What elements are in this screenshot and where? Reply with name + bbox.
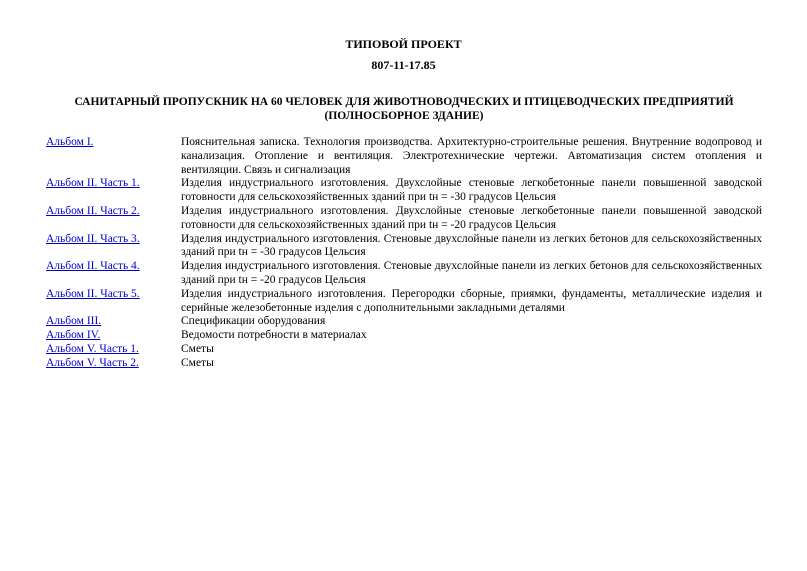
album-description: Изделия индустриального изготовления. Стеновые двухслойные панели из легких бетонов для сельскохозяйственных зданий при tн = -20 градусов Цельсия (181, 260, 762, 286)
album-row-8 (46, 329, 762, 343)
document-code: 807-11-17.85 (371, 58, 436, 72)
album-link[interactable]: Альбом II. Часть 4. (46, 260, 140, 273)
album-description: Сметы (181, 342, 214, 355)
album-description: Изделия индустриального изготовления. Стеновые двухслойные панели из легких бетонов для сельскохозяйственных зданий при tн = -30 градусов Цельсия (181, 232, 762, 259)
album-link[interactable]: Альбом IV. (46, 329, 101, 342)
album-link[interactable]: Альбом II. Часть 1. (46, 177, 140, 190)
album-description: Ведомости потребности в материалах (181, 329, 367, 342)
album-link[interactable]: Альбом V. Часть 1. (46, 342, 139, 355)
album-row-10 (46, 357, 762, 371)
album-row-2 (46, 177, 762, 205)
document-title: САНИТАРНЫЙ ПРОПУСКНИК НА 60 ЧЕЛОВЕК ДЛЯ ЖИВОТНОВОДЧЕСКИХ И ПТИЦЕВОДЧЕСКИХ ПРЕДПРИЯТИЙ (ПОЛНОСБОРНОЕ ЗДАНИЕ) (74, 96, 734, 122)
album-row-1 (46, 136, 762, 177)
album-link[interactable]: Альбом III. (46, 315, 102, 328)
album-row-6 (46, 288, 762, 316)
album-description: Изделия индустриального изготовления. Двухслойные стеновые легкобетонные панели повышенной заводской готовности для сельскохозяйственных зданий при tн = -30 градусов Цельсия (181, 177, 762, 204)
album-row-7 (46, 315, 762, 329)
album-link[interactable]: Альбом II. Часть 3. (46, 232, 140, 245)
album-list (46, 136, 762, 371)
album-row-4 (46, 233, 762, 261)
album-description: Пояснительная записка. Технология производства. Архитектурно-строительные решения. Внутренние водопровод и канализация. Отопление и вентиляция. Электротехнические чертежи. Автоматизация систем отопления и вентиляции. Связь и сигнализация (181, 136, 762, 176)
album-row-9 (46, 343, 762, 357)
album-description: Спецификации оборудования (181, 315, 326, 328)
album-row-3 (46, 205, 762, 233)
album-link[interactable]: Альбом II. Часть 2. (46, 204, 140, 217)
document-type-heading: ТИПОВОЙ ПРОЕКТ (345, 37, 462, 51)
album-link[interactable]: Альбом V. Часть 2. (46, 356, 139, 369)
album-link[interactable]: Альбом II. Часть 5. (46, 287, 140, 300)
album-row-5 (46, 260, 762, 288)
album-description: Изделия индустриального изготовления. Перегородки сборные, приямки, фундаменты, металлические изделия и серийные железобетонные изделия с дополнительными закладными деталями (181, 287, 762, 314)
album-link[interactable]: Альбом I. (46, 136, 94, 148)
album-description: Изделия индустриального изготовления. Двухслойные стеновые легкобетонные панели повышенной заводской готовности для сельскохозяйственных зданий при tн = -20 градусов Цельсия (181, 204, 762, 231)
album-description: Сметы (181, 356, 214, 369)
